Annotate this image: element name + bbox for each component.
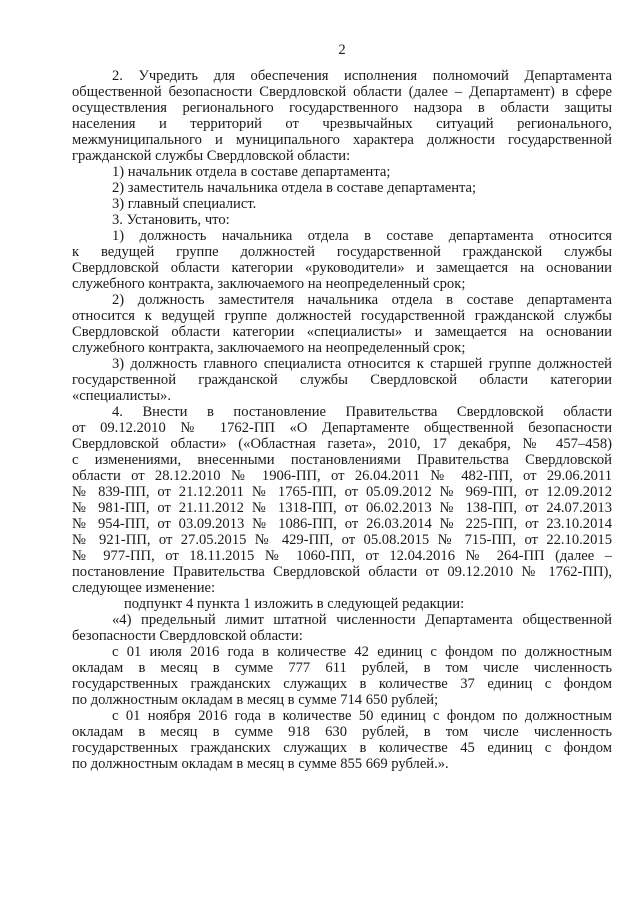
text-line: 3) главный специалист. [112, 196, 257, 212]
text-line: «4) предельный лимит штатной численности Департамента общественной [112, 612, 612, 628]
text-line: «специалисты». [72, 388, 171, 404]
text-line: по должностным окладам в месяц в сумме 714 650 рублей; [72, 692, 439, 708]
text-line: межмуниципального и муниципального характера должности государственной [72, 132, 612, 148]
text-line: государственных гражданских служащих в количестве 45 единиц с фондом [72, 740, 612, 756]
document-body [72, 68, 612, 772]
text-line: 2. Учредить для обеспечения исполнения полномочий Департамента [112, 68, 612, 84]
text-line: к ведущей группе должностей государственной гражданской службы [72, 244, 612, 260]
text-line: с 01 ноября 2016 года в количестве 50 единиц с фондом по должностным [112, 708, 612, 724]
text-line: 4. Внести в постановление Правительства Свердловской области [112, 404, 612, 420]
text-line: государственных гражданских служащих в количестве 37 единиц с фондом [72, 676, 612, 692]
text-line: № 954-ПП, от 03.09.2013 № 1086-ПП, от 26.03.2014 № 225-ПП, от 23.10.2014 [72, 516, 612, 532]
text-line: служебного контракта, заключаемого на неопределенный срок; [72, 340, 466, 356]
text-line: служебного контракта, заключаемого на неопределенный срок; [72, 276, 466, 292]
text-line: осуществления регионального государственного надзора в области защиты [72, 100, 612, 116]
text-line: 3) должность главного специалиста относится к старшей группе должностей [112, 356, 612, 372]
text-line: по должностным окладам в месяц в сумме 855 669 рублей.». [72, 756, 449, 772]
page-number: 2 [338, 42, 346, 58]
text-line: Свердловской области категории «руководители» и замещается на основании [72, 260, 612, 276]
text-line: № 977-ПП, от 18.11.2015 № 1060-ПП, от 12.04.2016 № 264-ПП (далее – [72, 548, 612, 564]
text-line: Свердловской области» («Областная газета», 2010, 17 декабря, № 457–458) [72, 436, 612, 452]
text-line: окладам в месяц в сумме 918 630 рублей, в том числе численность [72, 724, 612, 740]
text-line: 2) заместитель начальника отдела в составе департамента; [112, 180, 477, 196]
text-line: следующее изменение: [72, 580, 216, 596]
text-line: относится к ведущей группе должностей государственной гражданской службы [72, 308, 612, 324]
text-line: гражданской службы Свердловской области: [72, 148, 351, 164]
text-line: 1) должность начальника отдела в составе департамента относится [112, 228, 612, 244]
text-line: подпункт 4 пункта 1 изложить в следующей редакции: [124, 596, 465, 612]
text-line: населения и территорий от чрезвычайных ситуаций регионального, [72, 116, 612, 132]
text-line: 1) начальник отдела в составе департамента; [112, 164, 391, 180]
text-line: № 981-ПП, от 21.11.2012 № 1318-ПП, от 06.02.2013 № 138-ПП, от 24.07.2013 [72, 500, 612, 516]
text-line: с изменениями, внесенными постановлениями Правительства Свердловской [72, 452, 612, 468]
text-line: 3. Установить, что: [112, 212, 230, 228]
text-line: окладам в месяц в сумме 777 611 рублей, в том числе численность [72, 660, 612, 676]
text-line: 2) должность заместителя начальника отдела в составе департамента [112, 292, 612, 308]
text-line: № 921-ПП, от 27.05.2015 № 429-ПП, от 05.08.2015 № 715-ПП, от 22.10.2015 [72, 532, 612, 548]
text-line: от 09.12.2010 № 1762-ПП «О Департаменте общественной безопасности [72, 420, 612, 436]
text-line: общественной безопасности Свердловской области (далее – Департамент) в сфере [72, 84, 612, 100]
text-line: с 01 июля 2016 года в количестве 42 единиц с фондом по должностным [112, 644, 612, 660]
text-line: государственной гражданской службы Свердловской области категории [72, 372, 612, 388]
text-line: № 839-ПП, от 21.12.2011 № 1765-ПП, от 05.09.2012 № 969-ПП, от 12.09.2012 [72, 484, 612, 500]
text-line: безопасности Свердловской области: [72, 628, 303, 644]
text-line: постановление Правительства Свердловской области от 09.12.2010 № 1762-ПП), [72, 564, 612, 580]
text-line: области от 28.12.2010 № 1906-ПП, от 26.04.2011 № 482-ПП, от 29.06.2011 [72, 468, 612, 484]
text-line: Свердловской области категории «специалисты» и замещается на основании [72, 324, 612, 340]
